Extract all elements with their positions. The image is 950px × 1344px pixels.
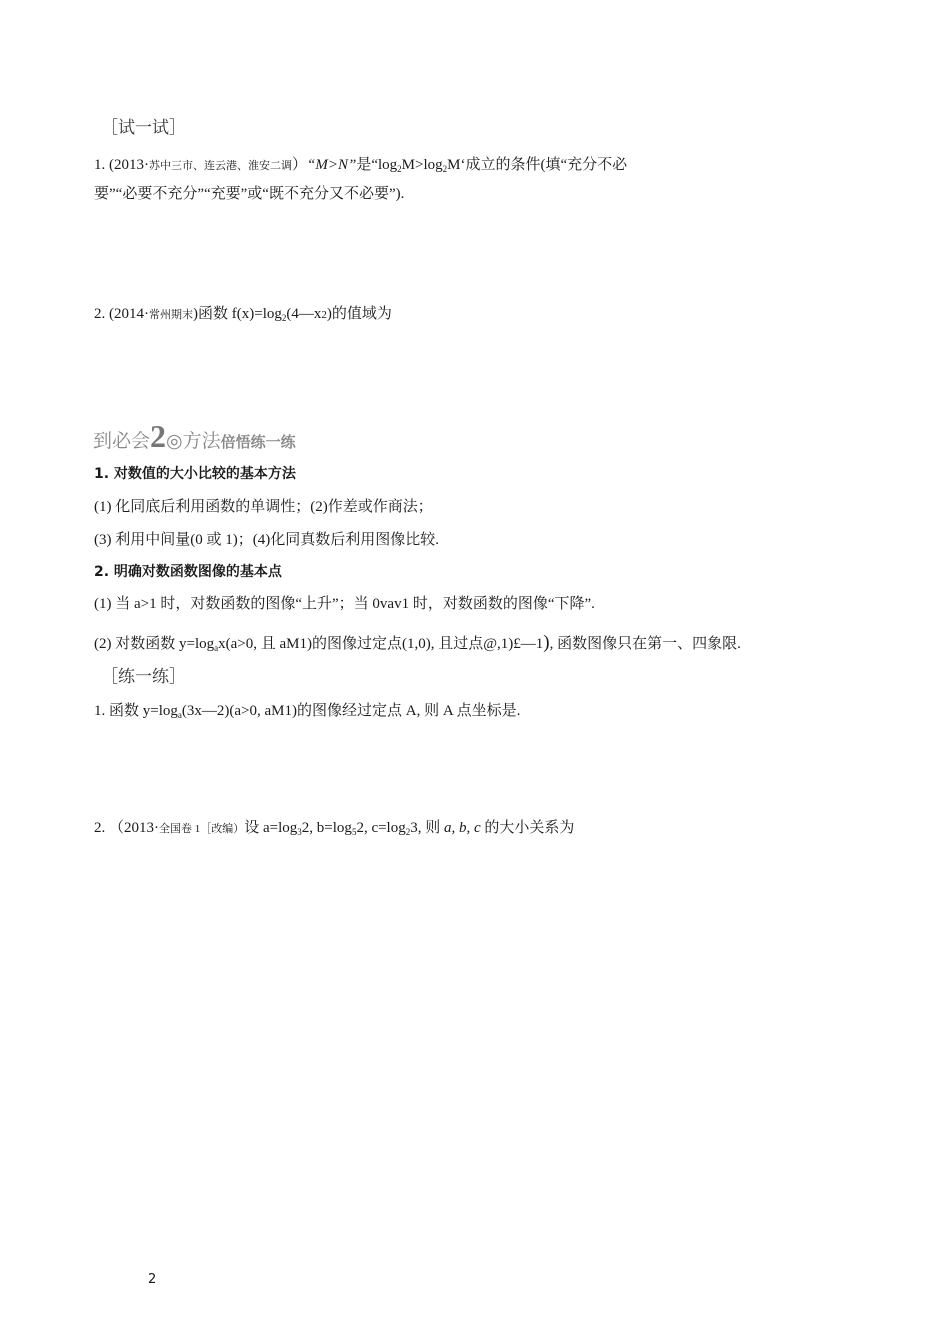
method-heading-part-2: ◎方法 [166, 431, 221, 452]
method-heading [93, 416, 296, 463]
q1-text-a: 是“log [356, 157, 398, 173]
method-heading-part-1: 到必会 [93, 431, 151, 452]
method-heading-2: 2. 明确对数函数图像的基本点 [94, 564, 282, 580]
q1-number: 1. (2013· [94, 157, 149, 173]
q1-text-c: M‘成立的条件(填“充分不必 [447, 157, 628, 173]
q1-condition: “M>N” [307, 157, 357, 173]
method-line-4-c: x(a>0, 且 aM1)的图像过定点(1,0), 且过点@,1)£—1 [218, 636, 544, 652]
pq2-source: 全国卷 1［改编） [159, 823, 245, 835]
q1-source: 苏中三市、连云港、淮安二调 [149, 160, 292, 172]
pq2-base-1: 3 [297, 827, 302, 837]
pq1-text-a: 1. 函数 y=log [94, 703, 178, 719]
q2-text-b: (4—x [286, 306, 322, 322]
pq2-text-b: 2, b=log [301, 820, 352, 836]
q1-close: ） [292, 157, 308, 173]
q2-base: 2 [281, 313, 287, 323]
pq1-base: a [177, 710, 182, 720]
pq1-text-b: (3x—2)(a>0, aM1)的图像经过定点 A, 则 A 点坐标是. [181, 703, 521, 719]
pq2-base-2: 5 [351, 827, 357, 837]
method-line-4-base: a [214, 643, 219, 653]
q2-text-c: )的值域为 [326, 306, 392, 322]
q2-source: 常州期末 [149, 309, 193, 321]
pq2-text-e: 的大小关系为 [480, 820, 575, 836]
q2-text-a: )函数 f(x)=log [193, 306, 282, 322]
practice-question-1 [94, 701, 520, 722]
try-section-title: ［试一试］ [101, 118, 186, 137]
method-line-2: (3) 利用中间量(0 或 1)；(4)化同真数后利用图像比较. [94, 532, 439, 548]
method-heading-part-3: 倍⁠悟练一练 [220, 435, 296, 451]
pq2-number: 2. （2013· [94, 820, 159, 836]
method-heading-number: 2 [150, 418, 167, 454]
pq2-variables: a, b, c [444, 820, 481, 836]
q1-base-1: 2 [397, 164, 402, 174]
method-heading-1: 1. 对数值的大小比较的基本方法 [94, 466, 296, 482]
pq2-text-d: 3, 则 [410, 820, 444, 836]
method-line-3: (1) 当 a>1 时，对数函数的图像“上升”；当 0vav1 时，对数函数的图像“下降”. [94, 596, 595, 612]
method-line-4-e: , 函数图像只在第一、四象限. [549, 636, 741, 652]
pq2-base-3: 2 [405, 827, 411, 837]
practice-section-title: ［练一练］ [101, 667, 186, 686]
pq2-text-c: 2, c=log [356, 820, 406, 836]
q1-base-2: 2 [442, 164, 448, 174]
pq2-text-a: 设 a=log [244, 820, 298, 836]
q1-text-b: M>log [401, 157, 443, 173]
method-line-4-a: (2) 对数函数 y=log [94, 636, 215, 652]
method-line-4 [94, 633, 741, 655]
page-number: 2 [148, 1272, 157, 1287]
try-question-1-line-2: 要”“必要不充分”“充要”或“既不充分又不必要”). [94, 186, 405, 202]
try-question-1-line-1 [94, 155, 627, 176]
practice-question-2 [94, 818, 574, 839]
method-line-4-paren: ) [543, 632, 550, 653]
method-line-1: (1) 化同底后利用函数的单调性；(2)作差或作商法； [94, 499, 433, 515]
try-question-2 [94, 304, 392, 325]
q2-number: 2. (2014· [94, 306, 149, 322]
q2-exponent: 2 [321, 309, 327, 321]
